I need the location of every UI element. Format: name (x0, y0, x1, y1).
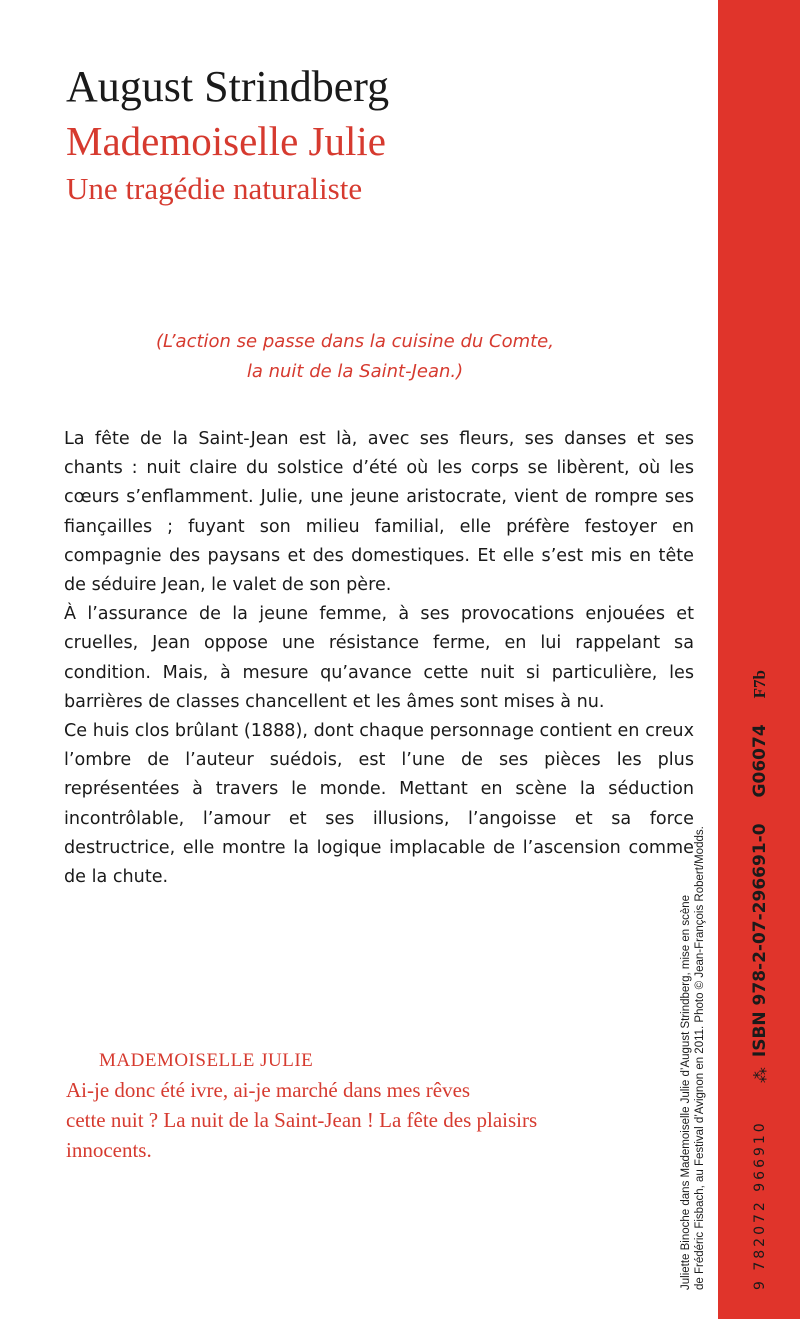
blurb-paragraph: À l’assurance de la jeune femme, à ses provocations enjouées et cruelles, Jean oppose une résistance ferme, en lui rappelant sa condition. Mais, à mesure qu’avance cette nuit si particulière, les barrières de classes chancellent et les âmes sont mises à nu. (64, 604, 694, 712)
stage-direction-line: (L’action se passe dans la cuisine du Comte, (156, 331, 554, 352)
quote-block (66, 1047, 666, 1165)
book-title: Mademoiselle Julie (66, 118, 386, 164)
isbn-mark-icon: ⁂ (750, 1067, 770, 1084)
price-code: F7b (750, 670, 769, 699)
isbn-number: ISBN 978-2-07-296691-0 (750, 823, 770, 1058)
photo-credit (679, 730, 707, 1290)
quote-speaker: MADEMOISELLE JULIE (99, 1050, 314, 1071)
blurb-paragraph: La fête de la Saint-Jean est là, avec ses fleurs, ses danses et ses chants : nuit claire du solstice d’été où les corps se libèrent, où les cœurs s’enflamment. Julie, une jeune aristocrate, vient de rompre ses fiançailles ; fuyant son milieu familial, elle préfère festoyer en compagnie des paysans et des domestiques. Et elle s’est mis en tête de séduire Jean, le valet de son père. (64, 429, 694, 596)
stage-direction-line: la nuit de la Saint-Jean.) (246, 361, 464, 382)
photo-credit-line: de Frédéric Fisbach, au Festival d’Avignon en 2011. Photo © Jean-François Robert/Modds. (694, 826, 706, 1290)
quote-line: innocents. (66, 1138, 152, 1162)
quote-line: Ai-je donc été ivre, ai-je marché dans mes rêves (66, 1078, 471, 1102)
book-subtitle: Une tragédie naturaliste (66, 171, 363, 206)
blurb-paragraph: Ce huis clos brûlant (1888), dont chaque personnage contient en creux l’ombre de l’auteur suédois, est l’une de ses pièces les plus représentées à travers le monde. Mettant en scène la séduction incontrôlable, l’amour et ses illusions, l’angoisse et sa force destructrice, elle montre la logique implacable de l’ascension comme de la chute. (64, 721, 694, 888)
photo-credit-line: Juliette Binoche dans Mademoiselle Julie d’August Strindberg, mise en scène (680, 894, 692, 1290)
stage-direction (120, 327, 590, 387)
book-codes (750, 670, 770, 1290)
barcode-digits: 9 782072 966910 (752, 1120, 768, 1290)
quote-line: cette nuit ? La nuit de la Saint-Jean ! La fête des plaisirs (66, 1108, 538, 1132)
author-name: August Strindberg (66, 62, 390, 111)
blurb (64, 425, 694, 892)
catalog-code: G06074 (750, 724, 770, 798)
